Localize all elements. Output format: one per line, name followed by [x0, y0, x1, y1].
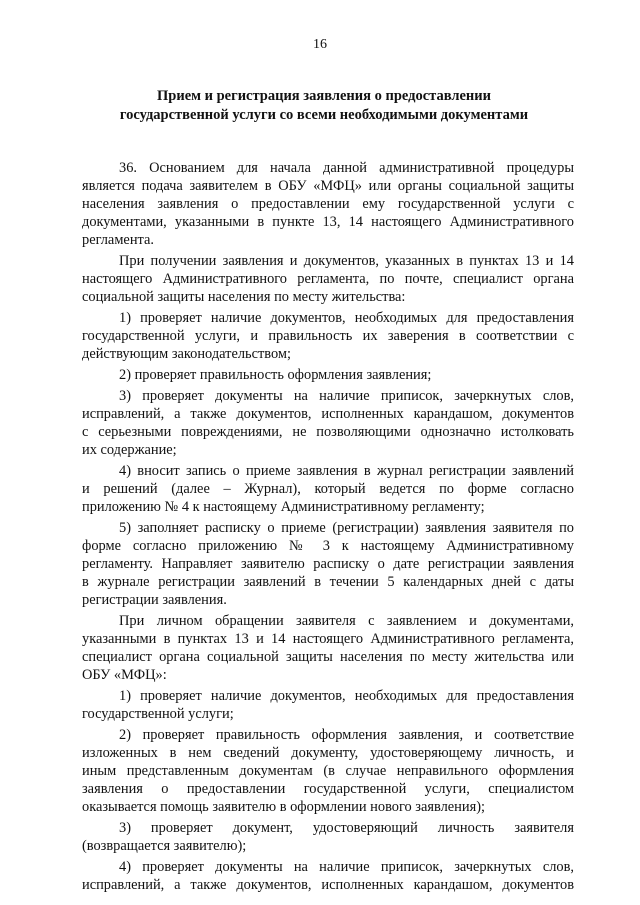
text-line: 2) проверяет правильность оформления заявления, и соответствие: [119, 727, 574, 743]
paragraph-p-mail-4: [82, 462, 574, 516]
paragraph-p-mail-1: [82, 309, 574, 363]
text-line: с серьезными повреждениями, не позволяющими однозначно истолковать: [82, 424, 574, 440]
text-line: регистрации заявления.: [82, 592, 227, 608]
paragraph-p-mail-3: [82, 387, 574, 459]
text-line: иным представленным документам (в случае неправильного оформления: [82, 763, 574, 779]
paragraph-p-personal-4: [82, 858, 574, 894]
page-number: 16: [313, 37, 327, 52]
text-line: регламенту. Направляет заявителю расписку о дате регистрации заявления: [82, 556, 574, 572]
text-line: (возвращается заявителю);: [82, 838, 247, 854]
text-line: 1) проверяет наличие документов, необходимых для предоставления: [119, 688, 574, 704]
text-line: 3) проверяет документ, удостоверяющий личность заявителя: [119, 820, 574, 836]
text-line: ОБУ «МФЦ»:: [82, 667, 167, 683]
paragraph-p-mail-2: [82, 366, 574, 384]
text-line: государственной услуги;: [82, 706, 234, 722]
text-line: в журнале регистрации заявлений в течении 5 календарных дней с даты: [82, 574, 574, 590]
text-line: заявления о предоставлении государственной услуги, специалистом: [82, 781, 574, 797]
text-line: регламента.: [82, 232, 154, 248]
text-line: 1) проверяет наличие документов, необходимых для предоставления: [119, 310, 574, 326]
paragraph-p-mail: [82, 252, 574, 306]
text-line: форме согласно приложению № 3 к настоящему Административному: [82, 538, 574, 554]
text-line: приложению № 4 к настоящему Административному регламенту;: [82, 499, 485, 515]
paragraph-p-personal-1: [82, 687, 574, 723]
section-title-line: Прием и регистрация заявления о предоставлении: [157, 88, 491, 104]
paragraph-p-personal-2: [82, 726, 574, 816]
text-line: 4) проверяет документы на наличие приписок, зачеркнутых слов,: [119, 859, 574, 875]
text-line: При получении заявления и документов, указанных в пунктах 13 и 14: [119, 253, 574, 269]
text-line: документами, указанными в пункте 13, 14 настоящего Административного: [82, 214, 574, 230]
text-line: настоящего Административного регламента, по почте, специалист органа: [82, 271, 574, 287]
text-line: их содержание;: [82, 442, 177, 458]
text-line: 5) заполняет расписку о приеме (регистрации) заявления заявителя по: [119, 520, 574, 536]
text-line: исправлений, а также документов, исполненных карандашом, документов: [82, 877, 574, 893]
text-line: 2) проверяет правильность оформления заявления;: [119, 367, 432, 383]
text-line: государственной услуги, и правильность их заверения в соответствии с: [82, 328, 574, 344]
text-line: указанными в пунктах 13 и 14 настоящего Административного регламента,: [82, 631, 574, 647]
paragraph-p36: [82, 159, 574, 249]
text-line: социальной защиты населения по месту жительства:: [82, 289, 406, 305]
text-line: 4) вносит запись о приеме заявления в журнал регистрации заявлений: [119, 463, 574, 479]
text-line: специалист органа социальной защиты населения по месту жительства или: [82, 649, 574, 665]
text-line: оказывается помощь заявителю в оформлении нового заявления);: [82, 799, 485, 815]
paragraph-p-personal-3: [82, 819, 574, 855]
text-line: населения заявления о предоставлении ему государственной услуги с: [82, 196, 574, 212]
section-title: [104, 87, 544, 125]
text-line: исправлений, а также документов, исполненных карандашом, документов: [82, 406, 574, 422]
text-line: и решений (далее – Журнал), который ведется по форме согласно: [82, 481, 574, 497]
body-text: [82, 159, 574, 894]
section-title-line: государственной услуги со всеми необходимыми документами: [119, 107, 529, 123]
paragraph-p-mail-5: [82, 519, 574, 609]
text-line: При личном обращении заявителя с заявлением и документами,: [119, 613, 574, 629]
text-line: 36. Основанием для начала данной административной процедуры: [119, 160, 574, 176]
paragraph-p-personal: [82, 612, 574, 684]
text-line: действующим законодательством;: [82, 346, 291, 362]
text-line: изложенных в нем сведений документу, удостоверяющему личность, и: [82, 745, 574, 761]
text-line: 3) проверяет документы на наличие приписок, зачеркнутых слов,: [119, 388, 574, 404]
text-line: является подача заявителем в ОБУ «МФЦ» или органы социальной защиты: [82, 178, 574, 194]
